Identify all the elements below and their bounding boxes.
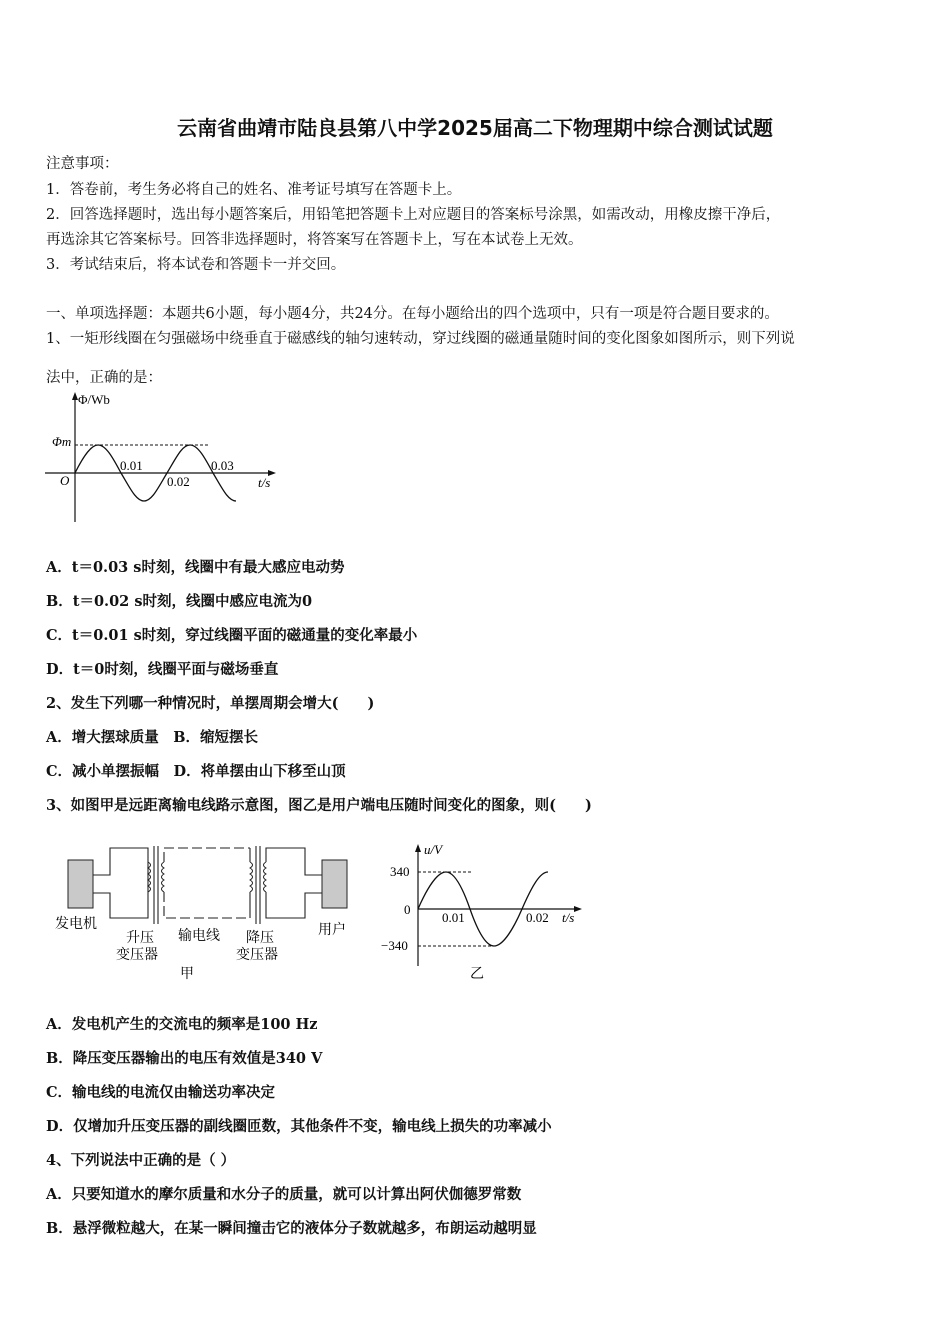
notice-item: 2．回答选择题时，选出每小题答案后，用铅笔把答题卡上对应题目的答案标号涂黑，如需改动，用橡皮擦干净后， xyxy=(46,207,781,223)
figure-b-caption: 乙 xyxy=(470,967,484,982)
user-label: 用户 xyxy=(318,923,346,938)
x-axis-label: t/s xyxy=(258,475,271,490)
tick-label: 0.02 xyxy=(167,474,190,489)
section-heading: 一、单项选择题：本题共6小题，每小题4分，共24分。在每小题给出的四个选项中，只有一项是符合题目要求的。 xyxy=(46,306,779,322)
voltage-time-graph xyxy=(376,838,591,986)
step-down-primary-coil xyxy=(250,862,253,892)
step-down-label: 变压器 xyxy=(236,948,278,963)
generator-wire xyxy=(93,848,148,918)
step-up-secondary-coil xyxy=(162,862,165,892)
origin-label: 0 xyxy=(404,902,411,917)
question-3-stem: 3、如图甲是远距离输电线路示意图，图乙是用户端电压随时间变化的图象，则( ) xyxy=(46,797,592,814)
question-3-option-b: B．降压变压器输出的电压有效值是340 V xyxy=(46,1050,323,1067)
notice-item: 3．考试结束后，将本试卷和答题卡一并交回。 xyxy=(46,257,346,273)
flux-time-graph xyxy=(40,388,290,528)
question-1-option-c: C．t＝0.01 s时刻，穿过线圈平面的磁通量的变化率最小 xyxy=(46,627,418,644)
x-axis-arrow xyxy=(574,906,582,912)
question-1-option-b: B．t＝0.02 s时刻，线圈中感应电流为0 xyxy=(46,593,313,610)
y-axis-label: u/V xyxy=(424,842,443,857)
y-axis-arrow xyxy=(415,844,421,852)
question-2-options: C．减小单摆振幅 D．将单摆由山下移至山顶 xyxy=(46,763,346,780)
notice-item: 再选涂其它答案标号。回答非选择题时，将答案写在答题卡上，写在本试卷上无效。 xyxy=(46,232,583,248)
question-3-option-d: D．仅增加升压变压器的副线圈匝数，其他条件不变，输电线上损失的功率减小 xyxy=(46,1118,552,1135)
notice-heading: 注意事项： xyxy=(46,156,119,172)
line-label: 输电线 xyxy=(178,929,220,944)
user-wire xyxy=(266,848,322,918)
tick-label: 0.01 xyxy=(442,910,465,925)
question-3-option-a: A．发电机产生的交流电的频率是100 Hz xyxy=(46,1016,318,1033)
question-4-stem: 4、下列说法中正确的是（ ） xyxy=(46,1152,236,1169)
question-1-stem-cont: 法中，正确的是： xyxy=(46,370,162,386)
tick-label: 0.01 xyxy=(120,458,143,473)
question-3-option-c: C．输电线的电流仅由输送功率决定 xyxy=(46,1084,276,1101)
tick-label: 0.03 xyxy=(211,458,234,473)
figure-a-caption: 甲 xyxy=(180,967,194,982)
page-title: 云南省曲靖市陆良县第八中学2025届高二下物理期中综合测试试题 xyxy=(177,116,773,140)
x-axis-label: t/s xyxy=(562,910,575,925)
transmission-line xyxy=(164,848,250,918)
step-down-secondary-coil xyxy=(264,862,267,892)
y-axis-label: Φ/Wb xyxy=(78,392,110,407)
ymin-label: −340 xyxy=(381,938,408,953)
question-1-option-a: A．t＝0.03 s时刻，线圈中有最大感应电动势 xyxy=(46,559,345,576)
step-down-label: 降压 xyxy=(246,931,274,946)
question-2-stem: 2、发生下列哪一种情况时，单摆周期会增大( ) xyxy=(46,695,375,712)
step-up-label: 升压 xyxy=(126,931,154,946)
notice-item: 1．答卷前，考生务必将自己的姓名、准考证号填写在答题卡上。 xyxy=(46,182,462,198)
generator-label: 发电机 xyxy=(55,917,97,932)
question-1-option-d: D．t＝0时刻，线圈平面与磁场垂直 xyxy=(46,661,279,678)
tick-label: 0.02 xyxy=(526,910,549,925)
ymax-label: 340 xyxy=(390,864,410,879)
generator-block xyxy=(68,860,93,908)
question-2-options: A．增大摆球质量 B．缩短摆长 xyxy=(46,729,259,746)
question-4-option-a: A．只要知道水的摩尔质量和水分子的质量，就可以计算出阿伏伽德罗常数 xyxy=(46,1186,522,1203)
user-block xyxy=(322,860,347,908)
question-4-option-b: B．悬浮微粒越大，在某一瞬间撞击它的液体分子数就越多，布朗运动越明显 xyxy=(46,1220,537,1237)
origin-label: O xyxy=(60,473,70,488)
question-1-stem: 1、一矩形线圈在匀强磁场中绕垂直于磁感线的轴匀速转动，穿过线圈的磁通量随时间的变化图象如图所示，则下列说 xyxy=(46,331,795,347)
step-up-label: 变压器 xyxy=(116,948,158,963)
transmission-diagram xyxy=(50,838,370,986)
flux-max-label: Φm xyxy=(52,434,72,449)
